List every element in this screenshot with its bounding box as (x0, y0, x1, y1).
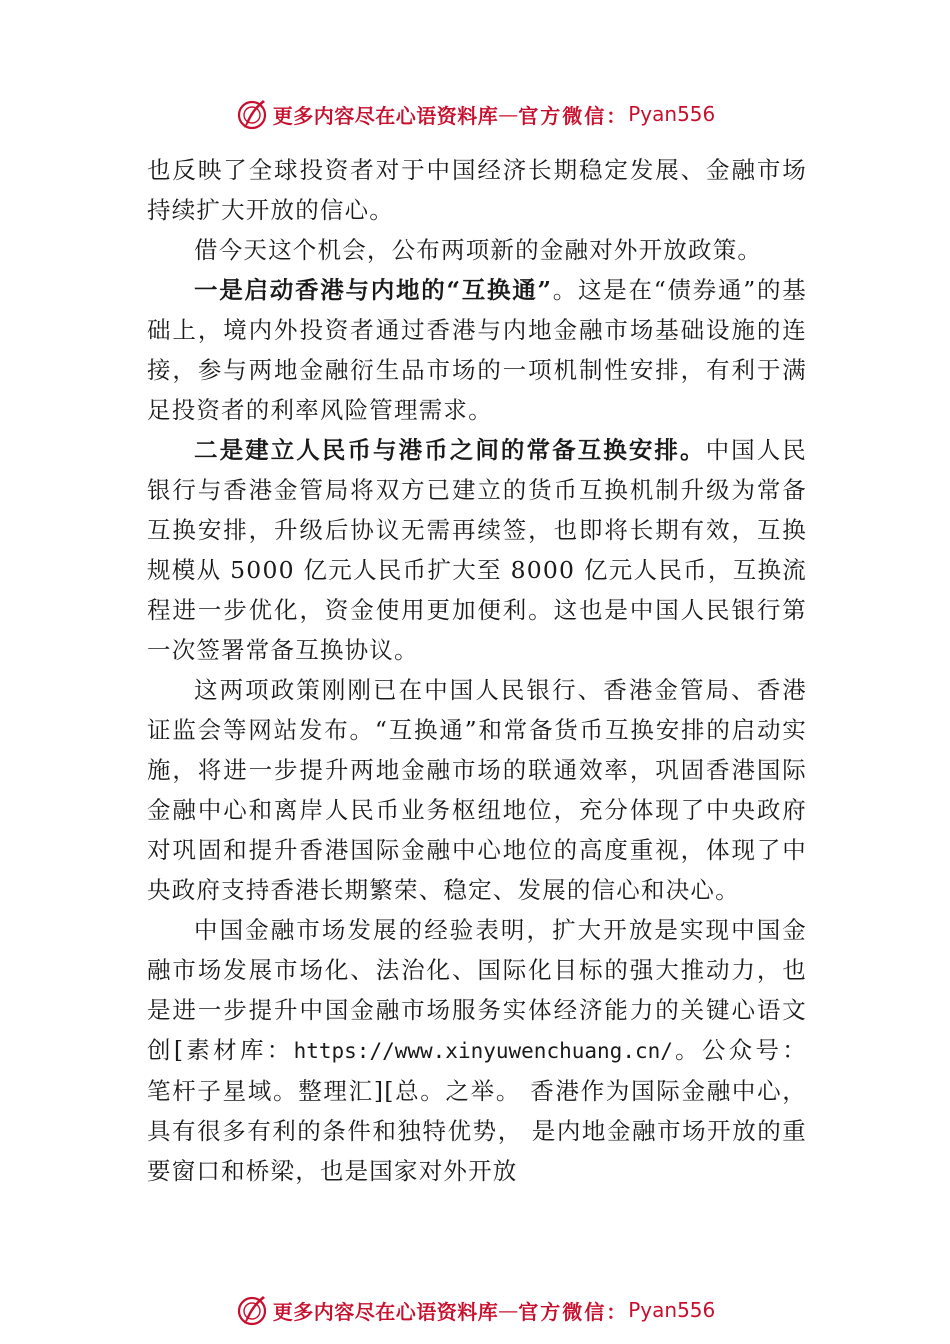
header-banner (0, 94, 950, 134)
paragraph-6 (147, 910, 807, 1191)
source-url: https://www.xinyuwenchuang.cn/ (293, 1039, 673, 1063)
banner-wechat-label: 官方微信： (518, 1299, 629, 1324)
banner-separator: — (498, 1298, 519, 1322)
footer-banner (0, 1290, 950, 1330)
quill-logo-icon (235, 1293, 269, 1327)
paragraph-1: 也反映了全球投资者对于中国经济长期稳定发展、金融市场持续扩大开放的信心。 (147, 156, 807, 224)
paragraph-4-text: 中国人民银行与香港金管局将双方已建立的货币互换机制升级为常备互换安排，升级后协议无需再续签，也即将长期有效，互换规模从 5000 亿元人民币扩大至 8000 亿元人民币，互换流程进一步优化，资金使用更加便利。这也是中国人民银行第一次签署常备互换协议。 (147, 436, 807, 664)
banner-wechat-label: 官方微信： (518, 103, 629, 128)
paragraph-6-text-a: 中国金融市场发展的经验表明，扩大开放是实现中国金融市场发展市场化、法治化、国际化目标的强大推动力，也是进一步提升中国金融市场服务实体经济能力的关键心语文创[素材库： (147, 916, 807, 1064)
paragraph-4-heading: 二是建立人民币与港币之间的常备互换安排。 (194, 436, 706, 464)
paragraph-2: 借今天这个机会，公布两项新的金融对外开放政策。 (194, 236, 763, 264)
banner-wechat-account: Pyan556 (628, 1298, 716, 1322)
paragraph-5: 这两项政策刚刚已在中国人民银行、香港金管局、香港证监会等网站发布。“互换通”和常备货币互换安排的启动实施，将进一步提升两地金融市场的联通效率，巩固香港国际金融中心和离岸人民币业务枢纽地位，充分体现了中央政府对巩固和提升香港国际金融中心地位的高度重视，体现了中央政府支持香港长期繁荣、稳定、发展的信心和决心。 (147, 676, 807, 904)
paragraph-4 (147, 430, 807, 670)
quill-logo-icon (235, 97, 269, 131)
document-body (147, 150, 807, 1191)
paragraph-3 (147, 270, 807, 430)
paragraph-3-text: 。这是在“债券通”的基础上，境内外投资者通过香港与内地金融市场基础设施的连接，参与两地金融衍生品市场的一项机制性安排，有利于满足投资者的利率风险管理需求。 (147, 276, 807, 424)
paragraph-6-text-b: 。公众号：笔杆子星域。整理汇][总。之举。 香港作为国际金融中心，具有很多有利的条件和独特优势， 是内地金融市场开放的重要窗口和桥梁，也是国家对外开放 (147, 1036, 807, 1185)
banner-wechat-account: Pyan556 (628, 102, 716, 126)
paragraph-3-heading: 一是启动香港与内地的“互换通” (194, 276, 553, 304)
banner-separator: — (498, 102, 519, 126)
banner-main-text: 更多内容尽在心语资料库 (272, 1299, 499, 1324)
banner-main-text: 更多内容尽在心语资料库 (272, 103, 499, 128)
